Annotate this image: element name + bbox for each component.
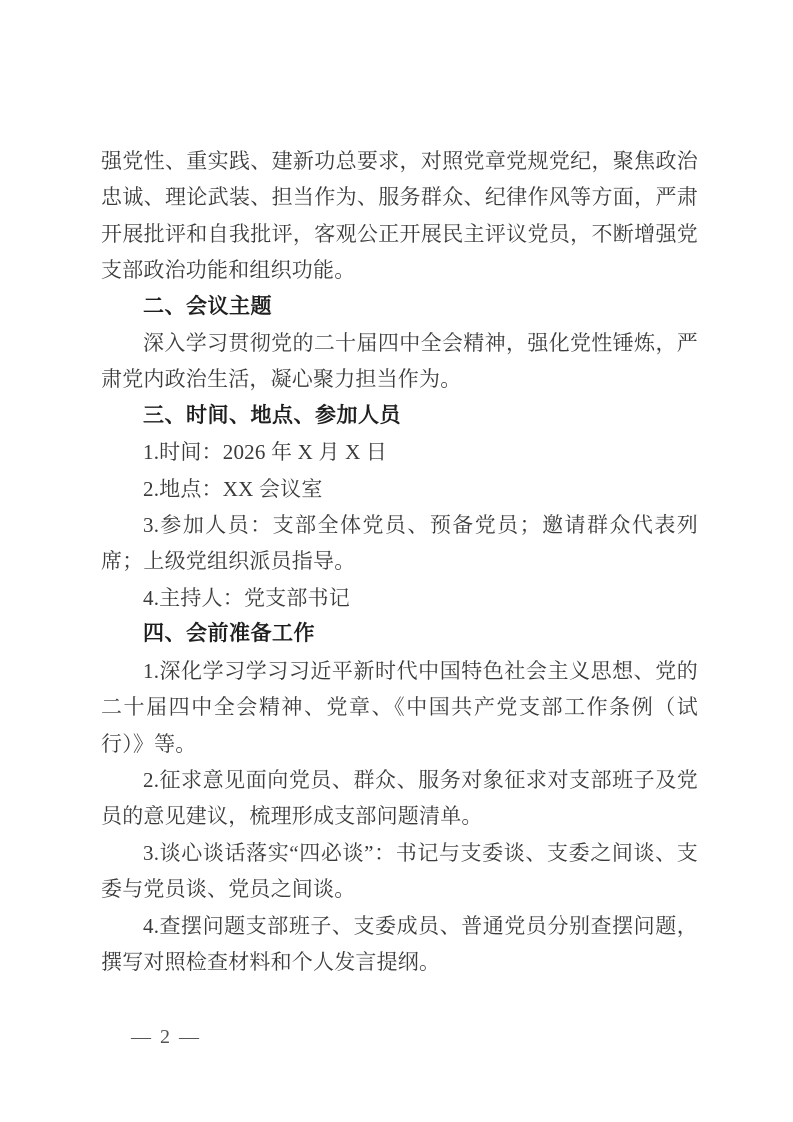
paragraph-location: 2.地点：XX 会议室 bbox=[143, 476, 323, 501]
document-body bbox=[101, 143, 698, 980]
section-heading-4: 四、会前准备工作 bbox=[143, 622, 315, 646]
page-footer bbox=[131, 1026, 201, 1049]
paragraph-time: 1.时间：2026 年 X 月 X 日 bbox=[143, 440, 388, 465]
paragraph-prep-feedback: 2.征求意见面向党员、群众、服务对象征求对支部班子及党员的意见建议，梳理形成支部问题清单。 bbox=[101, 767, 698, 829]
paragraph-attendees: 3.参加人员：支部全体党员、预备党员；邀请群众代表列席；上级党组织派员指导。 bbox=[101, 513, 698, 574]
section-heading-2: 二、会议主题 bbox=[143, 294, 272, 318]
paragraph-prep-study: 1.深化学习学习习近平新时代中国特色社会主义思想、党的二十届四中全会精神、党章、《中国共产党支部工作条例（试行）》等。 bbox=[101, 658, 698, 756]
paragraph-host: 4.主持人：党支部书记 bbox=[143, 585, 350, 610]
continuation-paragraph: 强党性、重实践、建新功总要求，对照党章党规党纪，聚焦政治忠诚、理论武装、担当作为、服务群众、纪律作风等方面，严肃开展批评和自我批评，客观公正开展民主评议党员，不断增强党支部政治功能和组织功能。 bbox=[101, 149, 698, 283]
paragraph-meeting-theme: 深入学习贯彻党的二十届四中全会精神，强化党性锤炼，严肃党内政治生活，凝心聚力担当作为。 bbox=[101, 331, 698, 392]
paragraph-prep-talks: 3.谈心谈话落实“四必谈”：书记与支委谈、支委之间谈、支委与党员谈、党员之间谈。 bbox=[101, 840, 698, 902]
section-heading-3: 三、时间、地点、参加人员 bbox=[143, 403, 401, 427]
page-number: — 2 — bbox=[131, 1026, 201, 1048]
paragraph-prep-problems: 4.查摆问题支部班子、支委成员、普通党员分别查摆问题，撰写对照检查材料和个人发言提纲。 bbox=[101, 913, 698, 974]
